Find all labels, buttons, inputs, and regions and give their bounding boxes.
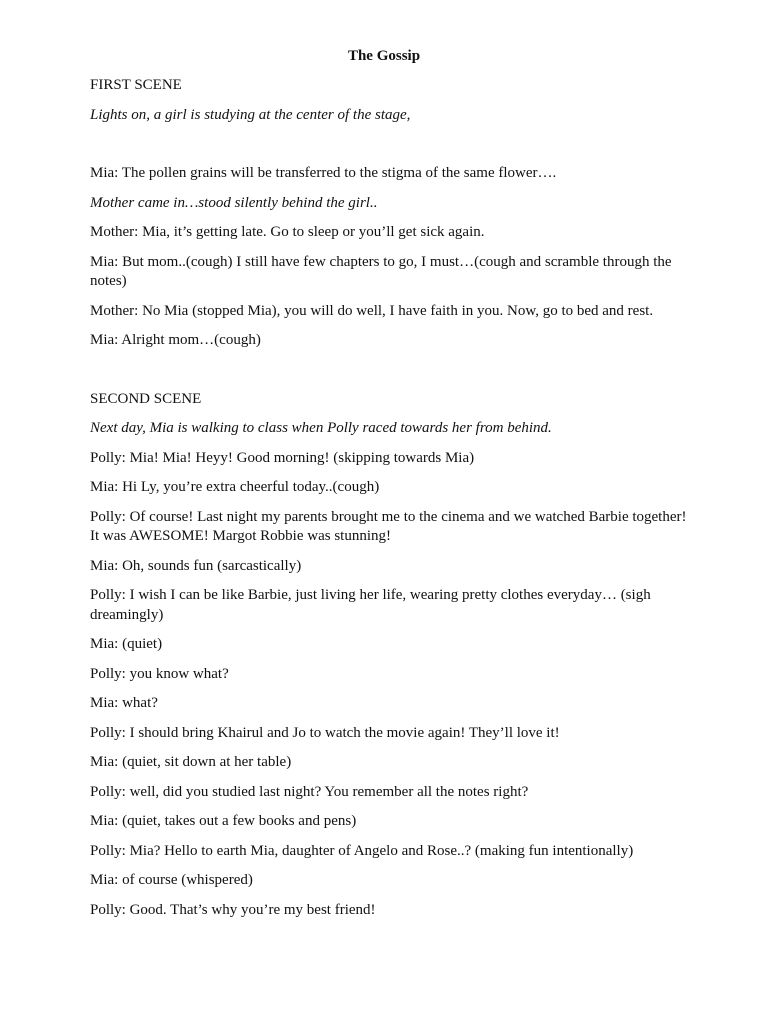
dialogue-line: Mia: Oh, sounds fun (sarcastically) [90, 557, 302, 574]
dialogue-line: Mia: of course (whispered) [90, 872, 253, 888]
dialogue-line: Mia: what? [90, 695, 158, 711]
scene-heading: SECOND SCENE [90, 390, 202, 407]
stage-direction: Mother came in…stood silently behind the girl.. [90, 194, 378, 211]
dialogue-line: Mia: Hi Ly, you’re extra cheerful today..(cough) [90, 479, 380, 495]
dialogue-line: Mia: But mom..(cough) I still have few chapters to go, I must…(cough and scramble through the notes) [90, 253, 672, 289]
dialogue-line: Polly: Good. That’s why you’re my best friend! [90, 901, 376, 918]
dialogue-line: Polly: I wish I can be like Barbie, just living her life, wearing pretty clothes everyday… (sigh dreamingly) [90, 587, 651, 623]
dialogue-line: Polly: Of course! Last night my parents brought me to the cinema and we watched Barbie together! It was AWESOME! Margot Robbie was stunning! [90, 508, 687, 544]
dialogue-line: Mia: (quiet, takes out a few books and pens) [90, 813, 357, 829]
dialogue-line: Mia: (quiet) [90, 636, 163, 652]
dialogue-line: Mia: (quiet, sit down at her table) [90, 754, 292, 770]
dialogue-line: Polly: Mia? Hello to earth Mia, daughter of Angelo and Rose..? (making fun intentionally) [90, 842, 634, 859]
dialogue-line: Polly: well, did you studied last night? You remember all the notes right? [90, 783, 529, 800]
dialogue-line: Polly: you know what? [90, 665, 229, 682]
dialogue-line: Mother: No Mia (stopped Mia), you will do well, I have faith in you. Now, go to bed and rest. [90, 302, 654, 319]
stage-direction: Next day, Mia is walking to class when Polly raced towards her from behind. [90, 420, 552, 436]
dialogue-line: Polly: Mia! Mia! Heyy! Good morning! (skipping towards Mia) [90, 449, 475, 466]
dialogue-line: Mia: The pollen grains will be transferred to the stigma of the same flower…. [90, 165, 557, 181]
scene-heading: FIRST SCENE [90, 77, 182, 93]
document-title: The Gossip [347, 48, 421, 64]
dialogue-line: Mia: Alright mom…(cough) [90, 332, 261, 348]
dialogue-line: Mother: Mia, it’s getting late. Go to sleep or you’ll get sick again. [90, 224, 485, 240]
script-body [90, 76, 690, 930]
dialogue-line: Polly: I should bring Khairul and Jo to watch the movie again! They’ll love it! [90, 724, 560, 741]
stage-direction: Lights on, a girl is studying at the center of the stage, [90, 106, 411, 123]
